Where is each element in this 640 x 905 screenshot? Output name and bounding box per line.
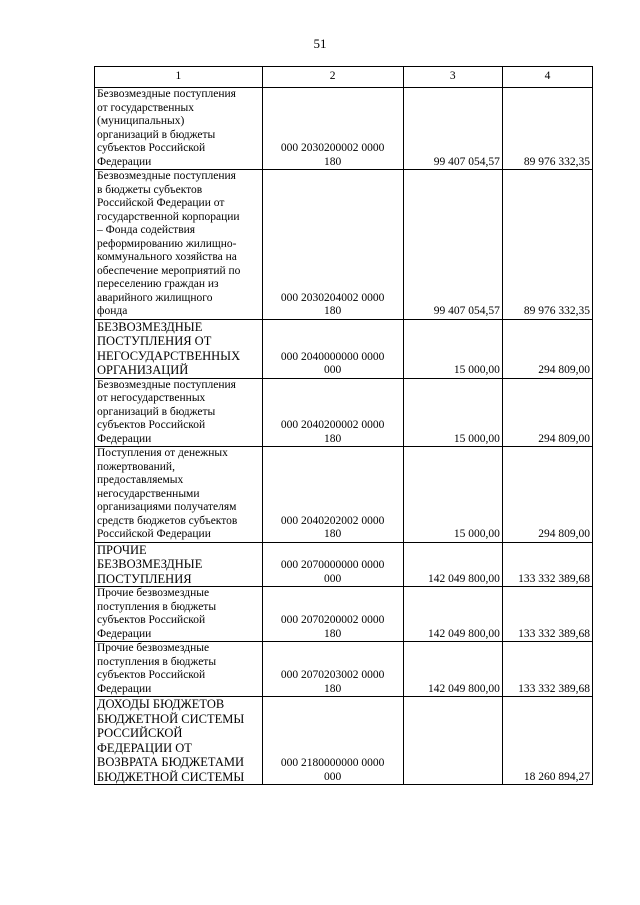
row-value-col3-cell: 15 000,00 (403, 319, 502, 378)
row-value-col4-cell: 133 332 389,68 (502, 542, 592, 587)
row-name-cell: БЕЗВОЗМЕЗДНЫЕ ПОСТУПЛЕНИЯ ОТ НЕГОСУДАРСТВЕННЫХ ОРГАНИЗАЦИЙ (95, 319, 263, 378)
row-name-cell: Поступления от денежных пожертвований, предоставляемых негосударственными организациями получателям средств бюджетов субъектов Российской Федерации (95, 447, 263, 543)
table-row (95, 319, 593, 378)
table-row (95, 88, 593, 170)
row-name-cell: Безвозмездные поступления от государственных (муниципальных) организаций в бюджеты субъектов Российской Федерации (95, 88, 263, 170)
row-value-col4-cell: 89 976 332,35 (502, 88, 592, 170)
row-value-col3-cell: 15 000,00 (403, 378, 502, 447)
row-name-cell: Прочие безвозмездные поступления в бюджеты субъектов Российской Федерации (95, 642, 263, 697)
row-value-col3-cell (403, 697, 502, 785)
row-code-cell: 000 2070000000 0000 000 (262, 542, 403, 587)
row-name-cell: Прочие безвозмездные поступления в бюджеты субъектов Российской Федерации (95, 587, 263, 642)
page-number: 51 (313, 36, 327, 51)
header-col-4: 4 (502, 67, 592, 88)
header-col-1: 1 (95, 67, 263, 88)
row-value-col4-cell: 294 809,00 (502, 447, 592, 543)
table-body (95, 88, 593, 785)
row-name-cell: Безвозмездные поступления в бюджеты субъектов Российской Федерации от государственной корпорации – Фонда содействия реформированию жилищно- коммунального хозяйства на обеспечение мероприятий по переселению граждан из аварийного жилищного фонда (95, 170, 263, 320)
row-value-col3-cell: 142 049 800,00 (403, 587, 502, 642)
row-value-col3-cell: 15 000,00 (403, 447, 502, 543)
row-name-cell: Безвозмездные поступления от негосударственных организаций в бюджеты субъектов Российской Федерации (95, 378, 263, 447)
row-code-cell: 000 2040200002 0000 180 (262, 378, 403, 447)
table-header-row (95, 67, 593, 88)
row-code-cell: 000 2070203002 0000 180 (262, 642, 403, 697)
table-row (95, 642, 593, 697)
row-name-cell: ДОХОДЫ БЮДЖЕТОВ БЮДЖЕТНОЙ СИСТЕМЫ РОССИЙСКОЙ ФЕДЕРАЦИИ ОТ ВОЗВРАТА БЮДЖЕТАМИ БЮДЖЕТНОЙ СИСТЕМЫ (95, 697, 263, 785)
table-row (95, 170, 593, 320)
table-row (95, 378, 593, 447)
header-col-3: 3 (403, 67, 502, 88)
row-value-col4-cell: 294 809,00 (502, 378, 592, 447)
row-value-col3-cell: 142 049 800,00 (403, 542, 502, 587)
row-code-cell: 000 2180000000 0000 000 (262, 697, 403, 785)
table-row (95, 542, 593, 587)
row-value-col4-cell: 133 332 389,68 (502, 642, 592, 697)
row-value-col4-cell: 294 809,00 (502, 319, 592, 378)
table-row (95, 447, 593, 543)
row-value-col3-cell: 142 049 800,00 (403, 642, 502, 697)
row-code-cell: 000 2040000000 0000 000 (262, 319, 403, 378)
row-value-col3-cell: 99 407 054,57 (403, 170, 502, 320)
row-code-cell: 000 2030200002 0000 180 (262, 88, 403, 170)
header-col-2: 2 (262, 67, 403, 88)
row-code-cell: 000 2030204002 0000 180 (262, 170, 403, 320)
row-value-col4-cell: 89 976 332,35 (502, 170, 592, 320)
row-value-col3-cell: 99 407 054,57 (403, 88, 502, 170)
row-name-cell: ПРОЧИЕ БЕЗВОЗМЕЗДНЫЕ ПОСТУПЛЕНИЯ (95, 542, 263, 587)
budget-table (94, 66, 593, 785)
row-value-col4-cell: 133 332 389,68 (502, 587, 592, 642)
row-code-cell: 000 2040202002 0000 180 (262, 447, 403, 543)
row-code-cell: 000 2070200002 0000 180 (262, 587, 403, 642)
table-row (95, 587, 593, 642)
table-row (95, 697, 593, 785)
row-value-col4-cell: 18 260 894,27 (502, 697, 592, 785)
